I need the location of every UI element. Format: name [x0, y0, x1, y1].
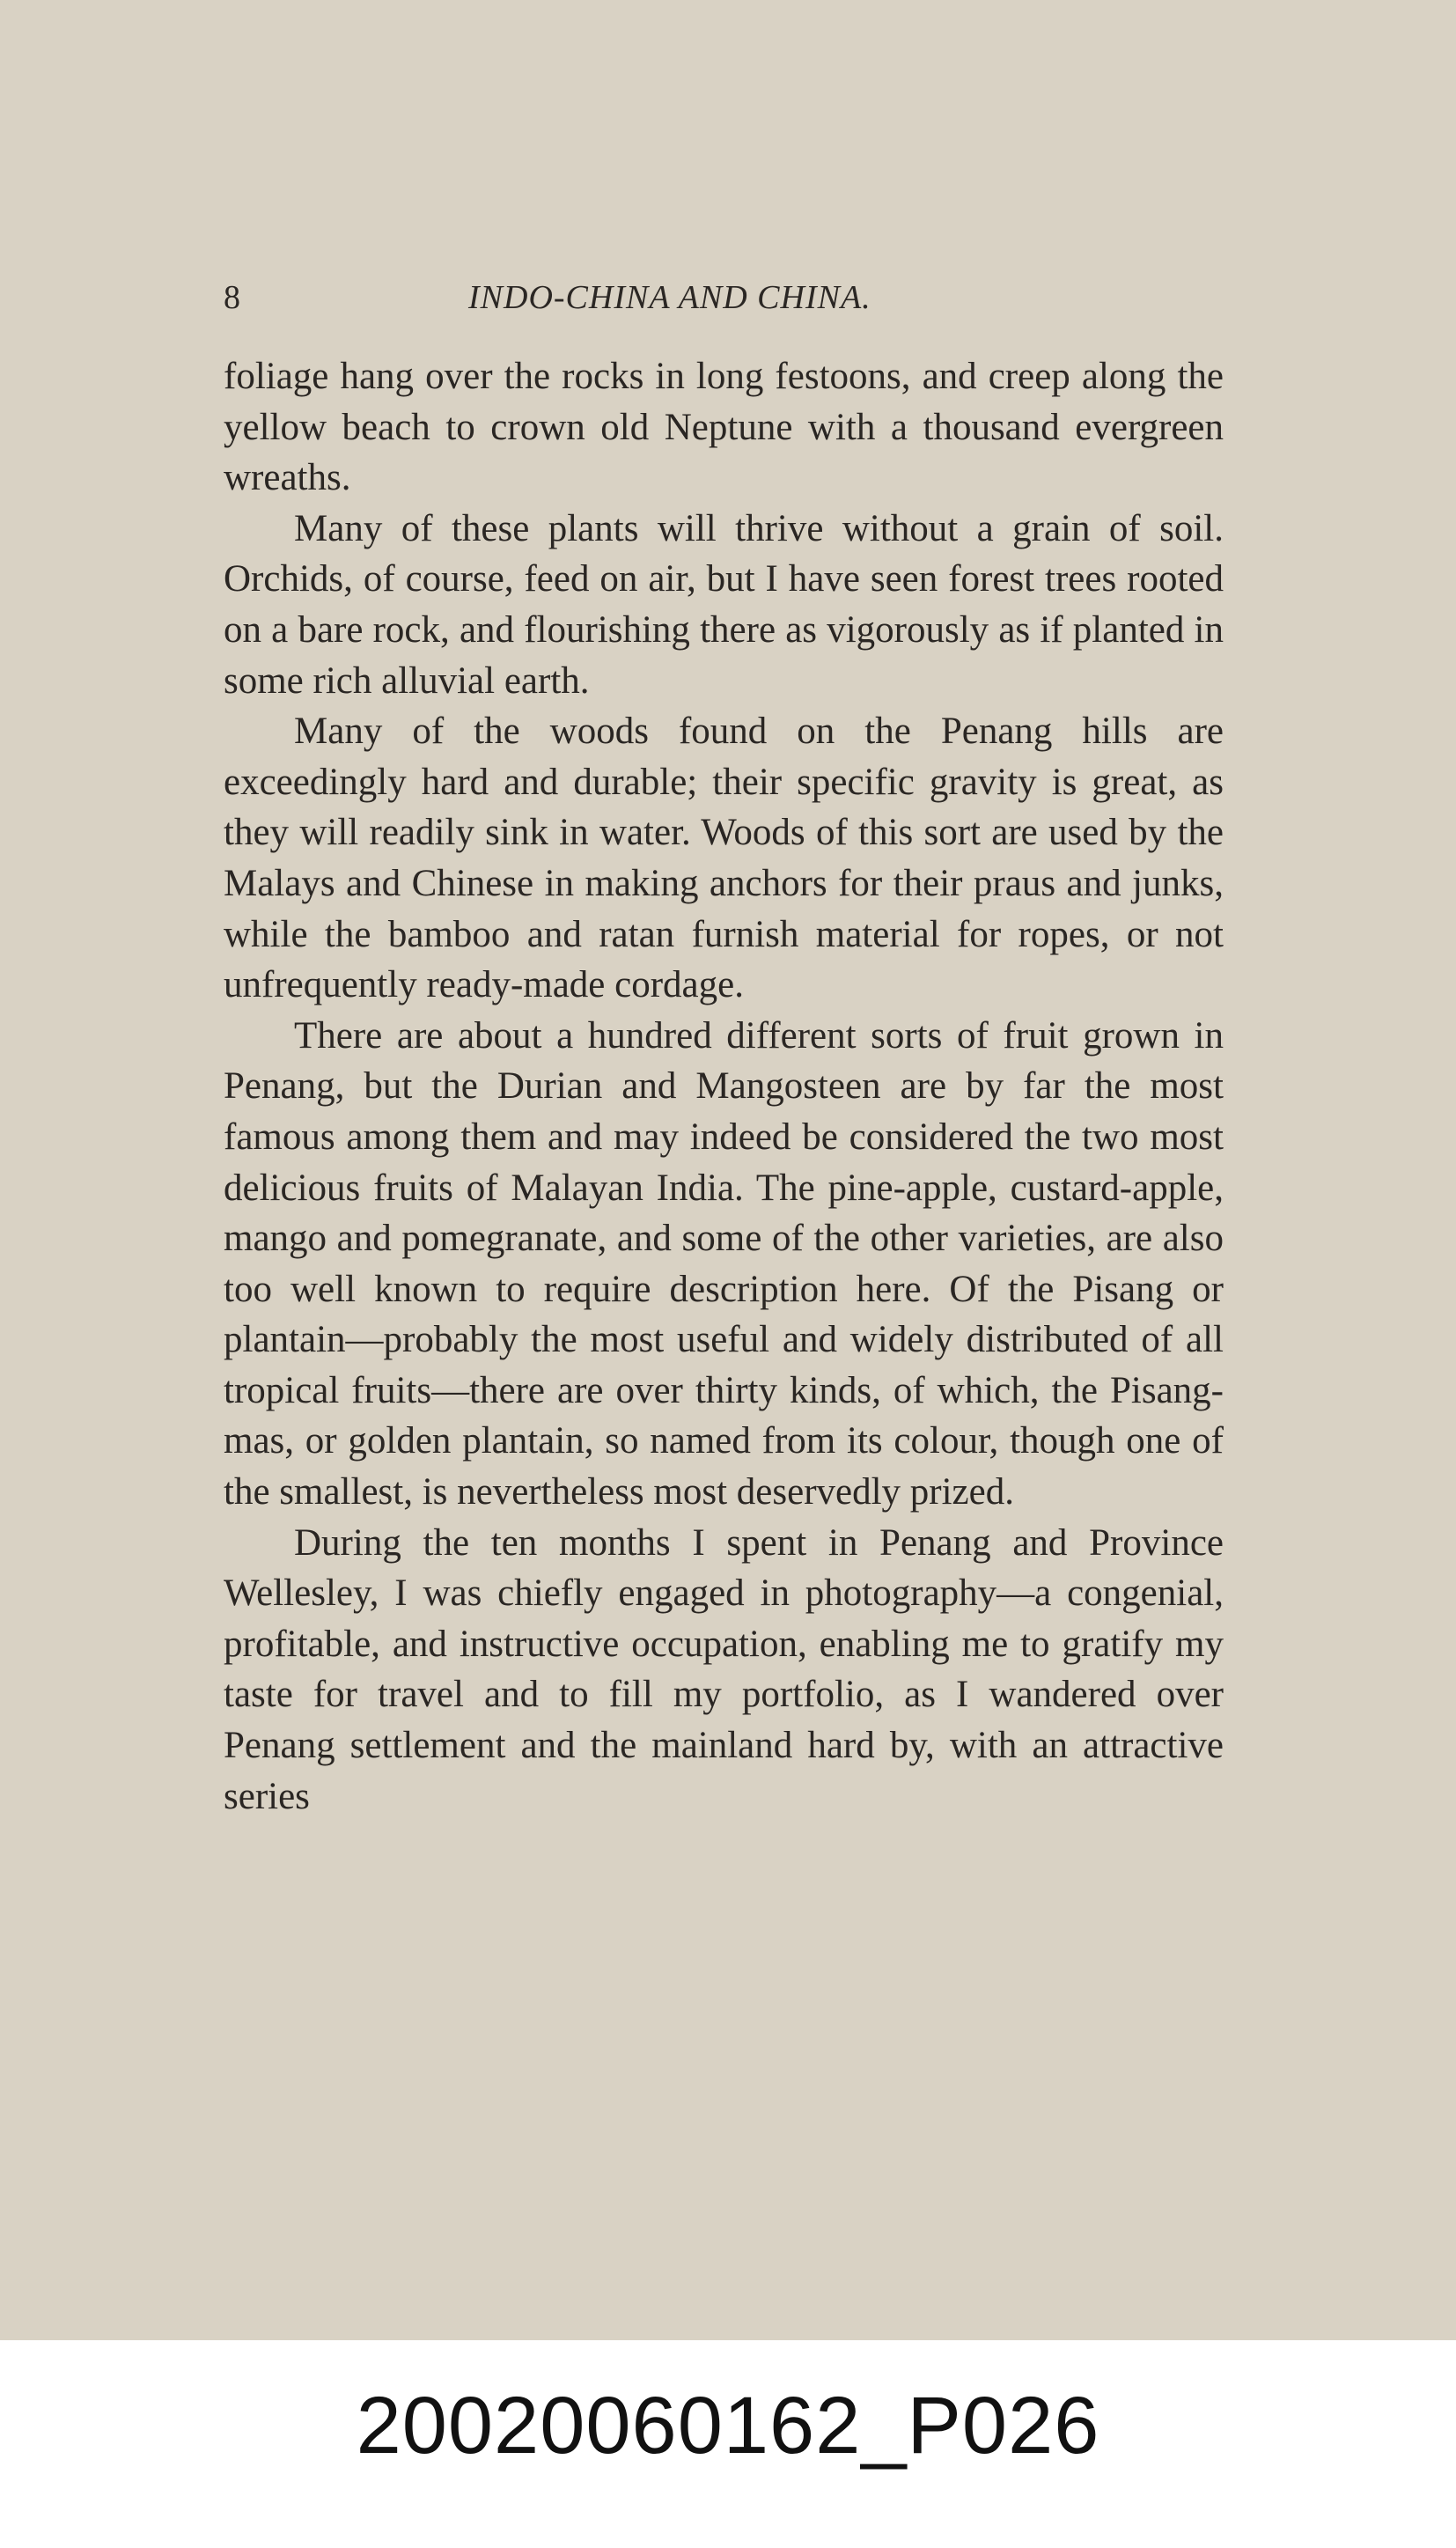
paragraph: foliage hang over the rocks in long festoons, and creep along the yellow beach to crown old Neptune with a thousand evergreen wreaths.: [224, 356, 1224, 499]
paragraph: Many of the woods found on the Penang hills are exceedingly hard and durable; their specific gravity is great, as they will readily sink in water. Woods of this sort are used by the Malays and Chinese in making anchors for their praus and junks, while the bamboo and ratan furnish material for ropes, or not unfrequently ready-made cordage.: [224, 711, 1224, 1006]
paragraph: Many of these plants will thrive without a grain of soil. Orchids, of course, feed on air, but I have seen forest trees rooted on a bare rock, and flourishing there as vigorously as if planted in some rich alluvial earth.: [224, 507, 1224, 702]
catalog-id-label: 20020060162_P026: [356, 2381, 1100, 2471]
page-number: 8: [224, 279, 240, 316]
paragraph: During the ten months I spent in Penang and Province Wellesley, I was chiefly engaged in photography—a congenial, profitable, and instructive occupation, enabling me to gratify my taste for travel and to fill my portfolio, as I wandered over Penang settlement and the mainland hard by, with an attractive series: [224, 1521, 1224, 1817]
running-head: [224, 275, 1224, 324]
page-body-text: [224, 351, 1224, 1822]
paragraph: There are about a hundred different sorts of fruit grown in Penang, but the Durian and Mangosteen are by far the most famous among them and may indeed be considered the two most delicious fruits of Malayan India. The pine-apple, custard-apple, mango and pomegranate, and some of the other varieties, are also too well known to require description here. Of the Pisang or plantain—probably the most useful and widely distributed of all tropical fruits—there are over thirty kinds, of which, the Pisang-mas, or golden plantain, so named from its colour, though one of the smallest, is nevertheless most deservedly prized.: [224, 1014, 1224, 1513]
running-head-title: INDO-CHINA AND CHINA.: [468, 279, 871, 316]
